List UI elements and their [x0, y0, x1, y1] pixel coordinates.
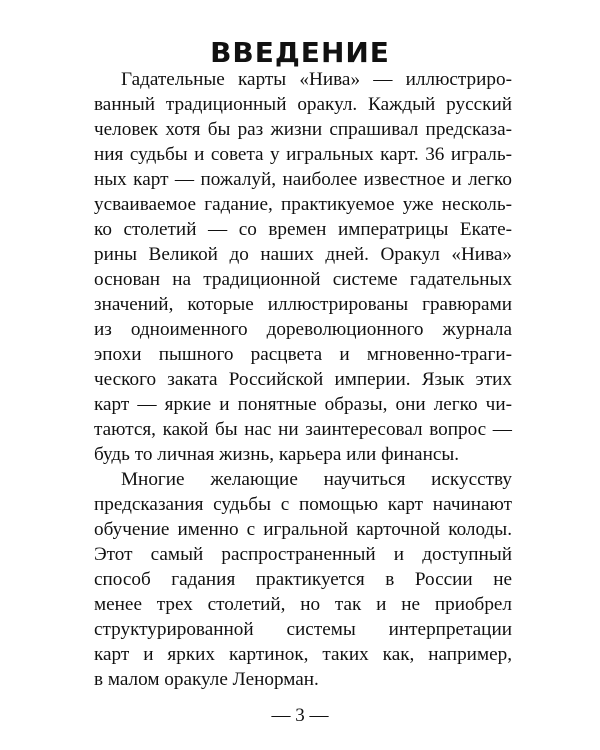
- paragraph-2-line-6: менее трех столетий, но так и не приобрел: [94, 594, 512, 615]
- paragraph-1-line-10: значений, которые иллюстрированы гравюрами: [94, 294, 512, 315]
- paragraph-1-line-8: рины Великой до наших дней. Оракул «Нива»: [94, 244, 512, 265]
- paragraph-2-line-9: в малом оракуле Ленорман.: [94, 669, 319, 690]
- paragraph-1-line-16: будь то личная жизнь, карьера или финансы.: [94, 444, 460, 465]
- paragraph-1-line-2: ванный традиционный оракул. Каждый русский: [94, 94, 512, 115]
- paragraph-1-line-6: усваиваемое гадание, практикуемое уже несколь-: [94, 194, 512, 215]
- paragraph-1-line-5: ных карт — пожалуй, наиболее известное и легко: [94, 169, 512, 190]
- page-number: — 3 —: [271, 705, 329, 726]
- paragraph-1-line-3: человек хотя бы раз жизни спрашивал предсказа-: [94, 119, 512, 140]
- paragraph-1-line-7: ко столетий — со времен императрицы Екате-: [94, 219, 512, 240]
- paragraph-1-line-14: карт — яркие и понятные образы, они легко чи-: [94, 394, 512, 415]
- paragraph-2-line-3: обучение именно с игральной карточной колоды.: [94, 519, 512, 540]
- paragraph-1-line-15: таются, какой бы нас ни заинтересовал вопрос —: [94, 419, 512, 440]
- paragraph-1-line-13: ческого заката Российской империи. Язык этих: [94, 369, 512, 390]
- paragraph-2-line-4: Этот самый распространенный и доступный: [94, 544, 512, 565]
- paragraph-1-line-12: эпохи пышного расцвета и мгновенно-траги-: [94, 344, 512, 365]
- paragraph-2-line-8: карт и ярких картинок, таких как, например,: [94, 644, 512, 665]
- paragraph-1-line-1: Гадательные карты «Нива» — иллюстриро-: [121, 69, 512, 90]
- paragraph-2-line-5: способ гадания практикуется в России не: [94, 569, 512, 590]
- paragraph-1-line-9: основан на традиционной системе гадательных: [94, 269, 512, 290]
- paragraph-2-line-2: предсказания судьбы с помощью карт начинают: [94, 494, 512, 515]
- chapter-title: ВВЕДЕНИЕ: [210, 36, 390, 69]
- paragraph-2-line-1: Многие желающие научиться искусству: [121, 469, 512, 490]
- paragraph-1-line-11: из одноименного дореволюционного журнала: [94, 319, 512, 340]
- paragraph-2-line-7: структурированной системы интерпретации: [94, 619, 512, 640]
- paragraph-1-line-4: ния судьбы и совета у игральных карт. 36 играль-: [94, 144, 512, 165]
